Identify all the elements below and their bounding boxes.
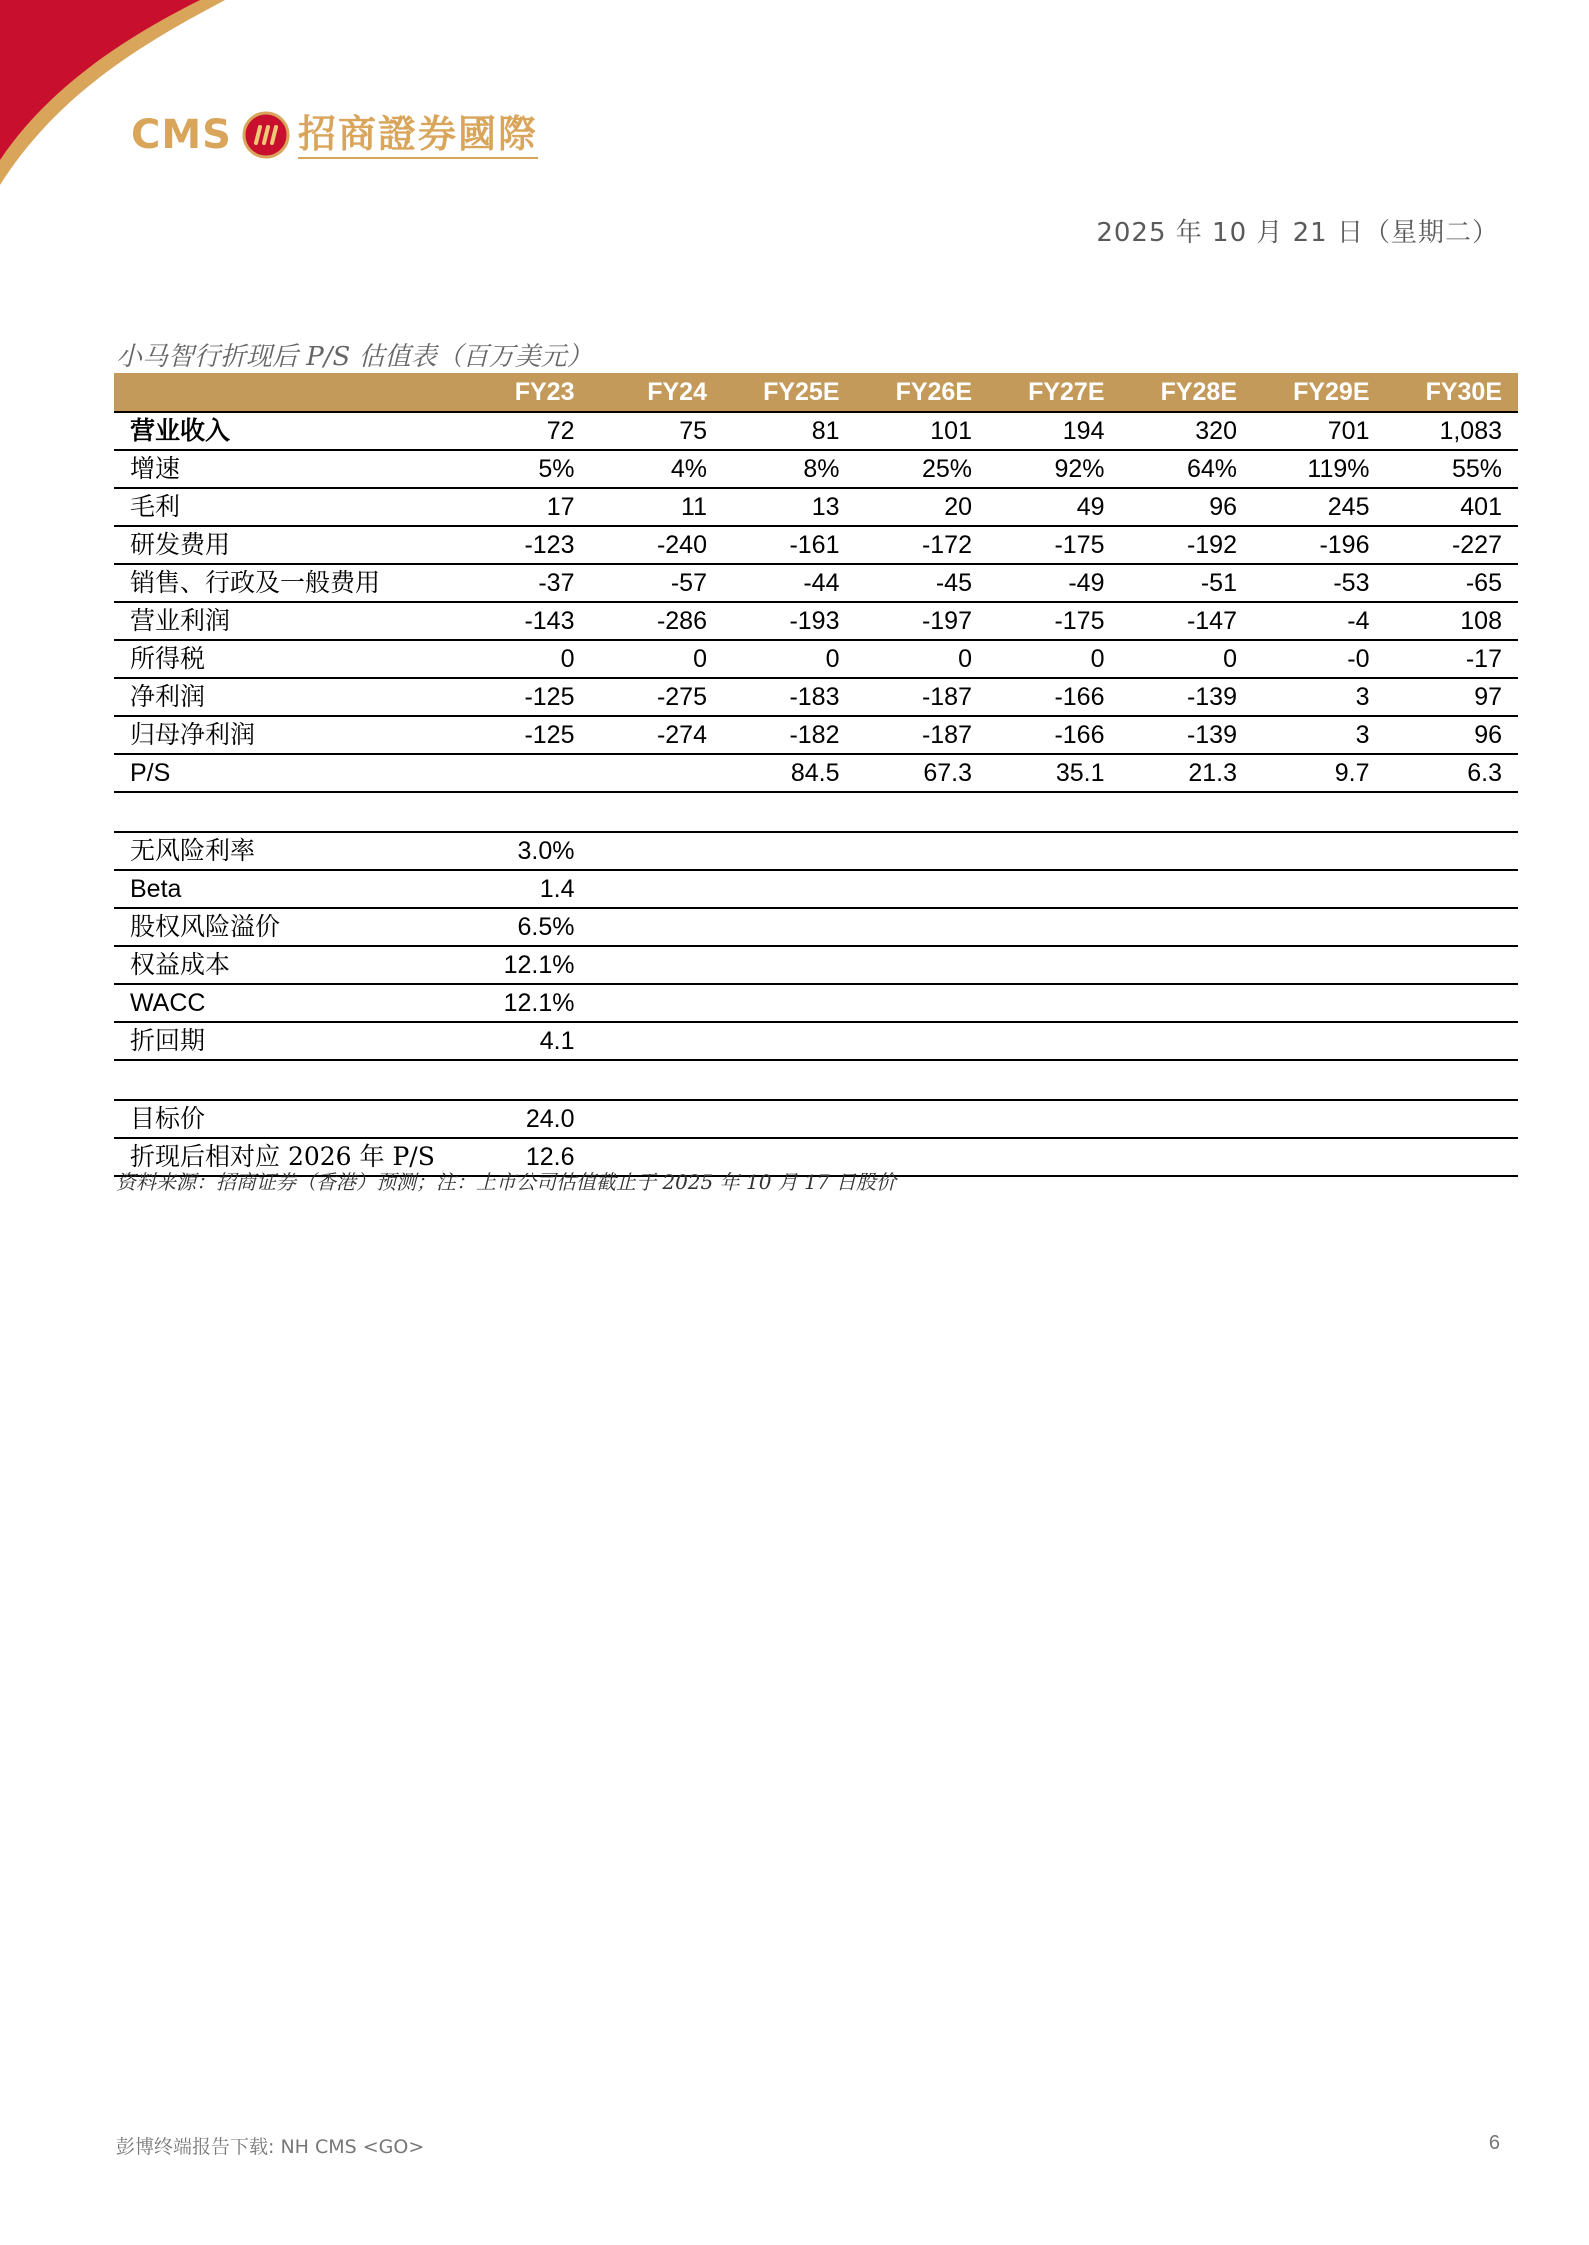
empty-cell [591, 984, 1519, 1022]
value-cell: 320 [1121, 412, 1254, 450]
row-label: 增速 [114, 450, 458, 488]
parameter-rows [114, 832, 1518, 1060]
row-label: 所得税 [114, 640, 458, 678]
value-cell: 6.5% [458, 908, 591, 946]
page-number: 6 [1488, 2132, 1500, 2154]
value-cell: -53 [1253, 564, 1386, 602]
column-header: FY25E [723, 373, 856, 412]
value-cell: -192 [1121, 526, 1254, 564]
value-cell: -193 [723, 602, 856, 640]
value-cell [458, 754, 591, 792]
table-row [114, 488, 1518, 526]
row-label: 营业收入 [114, 412, 458, 450]
value-cell: 108 [1386, 602, 1519, 640]
value-cell: -0 [1253, 640, 1386, 678]
value-cell: 194 [988, 412, 1121, 450]
value-cell: 8% [723, 450, 856, 488]
value-cell: 4.1 [458, 1022, 591, 1060]
table-row [114, 640, 1518, 678]
value-cell: 6.3 [1386, 754, 1519, 792]
value-cell: 55% [1386, 450, 1519, 488]
value-cell: 49 [988, 488, 1121, 526]
table-row [114, 1100, 1518, 1138]
row-label: 折现后相对应 2026 年 P/S [114, 1138, 458, 1176]
value-cell: -123 [458, 526, 591, 564]
value-cell: 12.1% [458, 946, 591, 984]
value-cell: 64% [1121, 450, 1254, 488]
value-cell: 75 [591, 412, 724, 450]
table-row [114, 564, 1518, 602]
value-cell: 4% [591, 450, 724, 488]
value-cell: 245 [1253, 488, 1386, 526]
value-cell: -196 [1253, 526, 1386, 564]
value-cell: 3 [1253, 716, 1386, 754]
value-cell: 3 [1253, 678, 1386, 716]
value-cell: -175 [988, 526, 1121, 564]
value-cell: -125 [458, 716, 591, 754]
value-cell: 20 [856, 488, 989, 526]
value-cell: -175 [988, 602, 1121, 640]
table-row [114, 716, 1518, 754]
value-cell: 17 [458, 488, 591, 526]
value-cell: -139 [1121, 716, 1254, 754]
target-rows [114, 1100, 1518, 1176]
value-cell: -240 [591, 526, 724, 564]
spacer-section [114, 792, 1518, 832]
logo-emblem-icon [242, 111, 290, 159]
value-cell: 9.7 [1253, 754, 1386, 792]
row-label: 毛利 [114, 488, 458, 526]
value-cell: 0 [458, 640, 591, 678]
value-cell: -274 [591, 716, 724, 754]
value-cell: 0 [723, 640, 856, 678]
value-cell: -49 [988, 564, 1121, 602]
value-cell: -182 [723, 716, 856, 754]
value-cell: 101 [856, 412, 989, 450]
report-date: 2025 年 10 月 21 日（星期二） [1096, 218, 1499, 248]
value-cell: -197 [856, 602, 989, 640]
corner-decoration [0, 0, 260, 200]
value-cell: -143 [458, 602, 591, 640]
value-cell: 21.3 [1121, 754, 1254, 792]
value-cell: -44 [723, 564, 856, 602]
value-cell: -45 [856, 564, 989, 602]
table-row [114, 526, 1518, 564]
value-cell: -57 [591, 564, 724, 602]
column-header: FY26E [856, 373, 989, 412]
row-label: 净利润 [114, 678, 458, 716]
value-cell: 96 [1386, 716, 1519, 754]
value-cell: 11 [591, 488, 724, 526]
footer-bloomberg-note: 彭博终端报告下载: NH CMS <GO> [116, 2136, 425, 2158]
value-cell: 35.1 [988, 754, 1121, 792]
value-cell: -139 [1121, 678, 1254, 716]
table-row [114, 754, 1518, 792]
spacer-row [114, 792, 1518, 832]
row-label: 无风险利率 [114, 832, 458, 870]
value-cell: 5% [458, 450, 591, 488]
value-cell: 0 [1121, 640, 1254, 678]
spacer-row [114, 1060, 1518, 1100]
empty-cell [591, 1022, 1519, 1060]
value-cell: -65 [1386, 564, 1519, 602]
value-cell: 67.3 [856, 754, 989, 792]
column-header: FY24 [591, 373, 724, 412]
value-cell: -166 [988, 716, 1121, 754]
value-cell: 401 [1386, 488, 1519, 526]
table-row [114, 946, 1518, 984]
table-row [114, 450, 1518, 488]
value-cell: 25% [856, 450, 989, 488]
value-cell: -286 [591, 602, 724, 640]
empty-cell [591, 870, 1519, 908]
value-cell: -187 [856, 716, 989, 754]
value-cell [591, 754, 724, 792]
value-cell: -172 [856, 526, 989, 564]
empty-cell [591, 1100, 1519, 1138]
value-cell: 84.5 [723, 754, 856, 792]
row-label: 目标价 [114, 1100, 458, 1138]
value-cell: 119% [1253, 450, 1386, 488]
value-cell: 24.0 [458, 1100, 591, 1138]
row-label: WACC [114, 984, 458, 1022]
value-cell: -51 [1121, 564, 1254, 602]
value-cell: -4 [1253, 602, 1386, 640]
table-title: 小马智行折现后 P/S 估值表（百万美元） [116, 342, 593, 372]
value-cell: -37 [458, 564, 591, 602]
value-cell: 13 [723, 488, 856, 526]
valuation-table [114, 373, 1518, 1177]
value-cell: -17 [1386, 640, 1519, 678]
row-label: 研发费用 [114, 526, 458, 564]
row-label: 折回期 [114, 1022, 458, 1060]
empty-cell [591, 908, 1519, 946]
table-row [114, 832, 1518, 870]
row-label: 权益成本 [114, 946, 458, 984]
financial-rows [114, 412, 1518, 792]
column-header: FY29E [1253, 373, 1386, 412]
value-cell: 701 [1253, 412, 1386, 450]
table-row [114, 602, 1518, 640]
value-cell: 1,083 [1386, 412, 1519, 450]
value-cell: 12.1% [458, 984, 591, 1022]
table-row [114, 1022, 1518, 1060]
logo-chinese-text: 招商證券國際 [298, 111, 538, 159]
company-logo [131, 108, 538, 162]
spacer-section [114, 1060, 1518, 1100]
value-cell: -166 [988, 678, 1121, 716]
value-cell: 12.6 [458, 1138, 591, 1176]
empty-cell [591, 832, 1519, 870]
row-label: Beta [114, 870, 458, 908]
table-row [114, 678, 1518, 716]
value-cell: 1.4 [458, 870, 591, 908]
column-header: FY23 [458, 373, 591, 412]
value-cell: 96 [1121, 488, 1254, 526]
row-label: 股权风险溢价 [114, 908, 458, 946]
logo-cms-text: CMS [131, 112, 232, 158]
value-cell: 0 [988, 640, 1121, 678]
row-label: 归母净利润 [114, 716, 458, 754]
value-cell: -147 [1121, 602, 1254, 640]
table-row [114, 908, 1518, 946]
row-label: P/S [114, 754, 458, 792]
value-cell: 97 [1386, 678, 1519, 716]
header-label-cell [114, 373, 458, 412]
column-header: FY28E [1121, 373, 1254, 412]
column-header: FY30E [1386, 373, 1519, 412]
table-row [114, 412, 1518, 450]
row-label: 营业利润 [114, 602, 458, 640]
table-row [114, 870, 1518, 908]
value-cell: 72 [458, 412, 591, 450]
table-row [114, 984, 1518, 1022]
value-cell: -161 [723, 526, 856, 564]
value-cell: -227 [1386, 526, 1519, 564]
value-cell: -187 [856, 678, 989, 716]
column-header: FY27E [988, 373, 1121, 412]
table-header-row [114, 373, 1518, 412]
value-cell: -183 [723, 678, 856, 716]
empty-cell [591, 946, 1519, 984]
row-label: 销售、行政及一般费用 [114, 564, 458, 602]
value-cell: 0 [591, 640, 724, 678]
source-note: 资料来源：招商证券（香港）预测；注：上市公司估值截止于 2025 年 10 月 17 日股价 [116, 1170, 896, 1194]
value-cell: 0 [856, 640, 989, 678]
value-cell: 92% [988, 450, 1121, 488]
value-cell: -275 [591, 678, 724, 716]
value-cell: -125 [458, 678, 591, 716]
value-cell: 3.0% [458, 832, 591, 870]
value-cell: 81 [723, 412, 856, 450]
